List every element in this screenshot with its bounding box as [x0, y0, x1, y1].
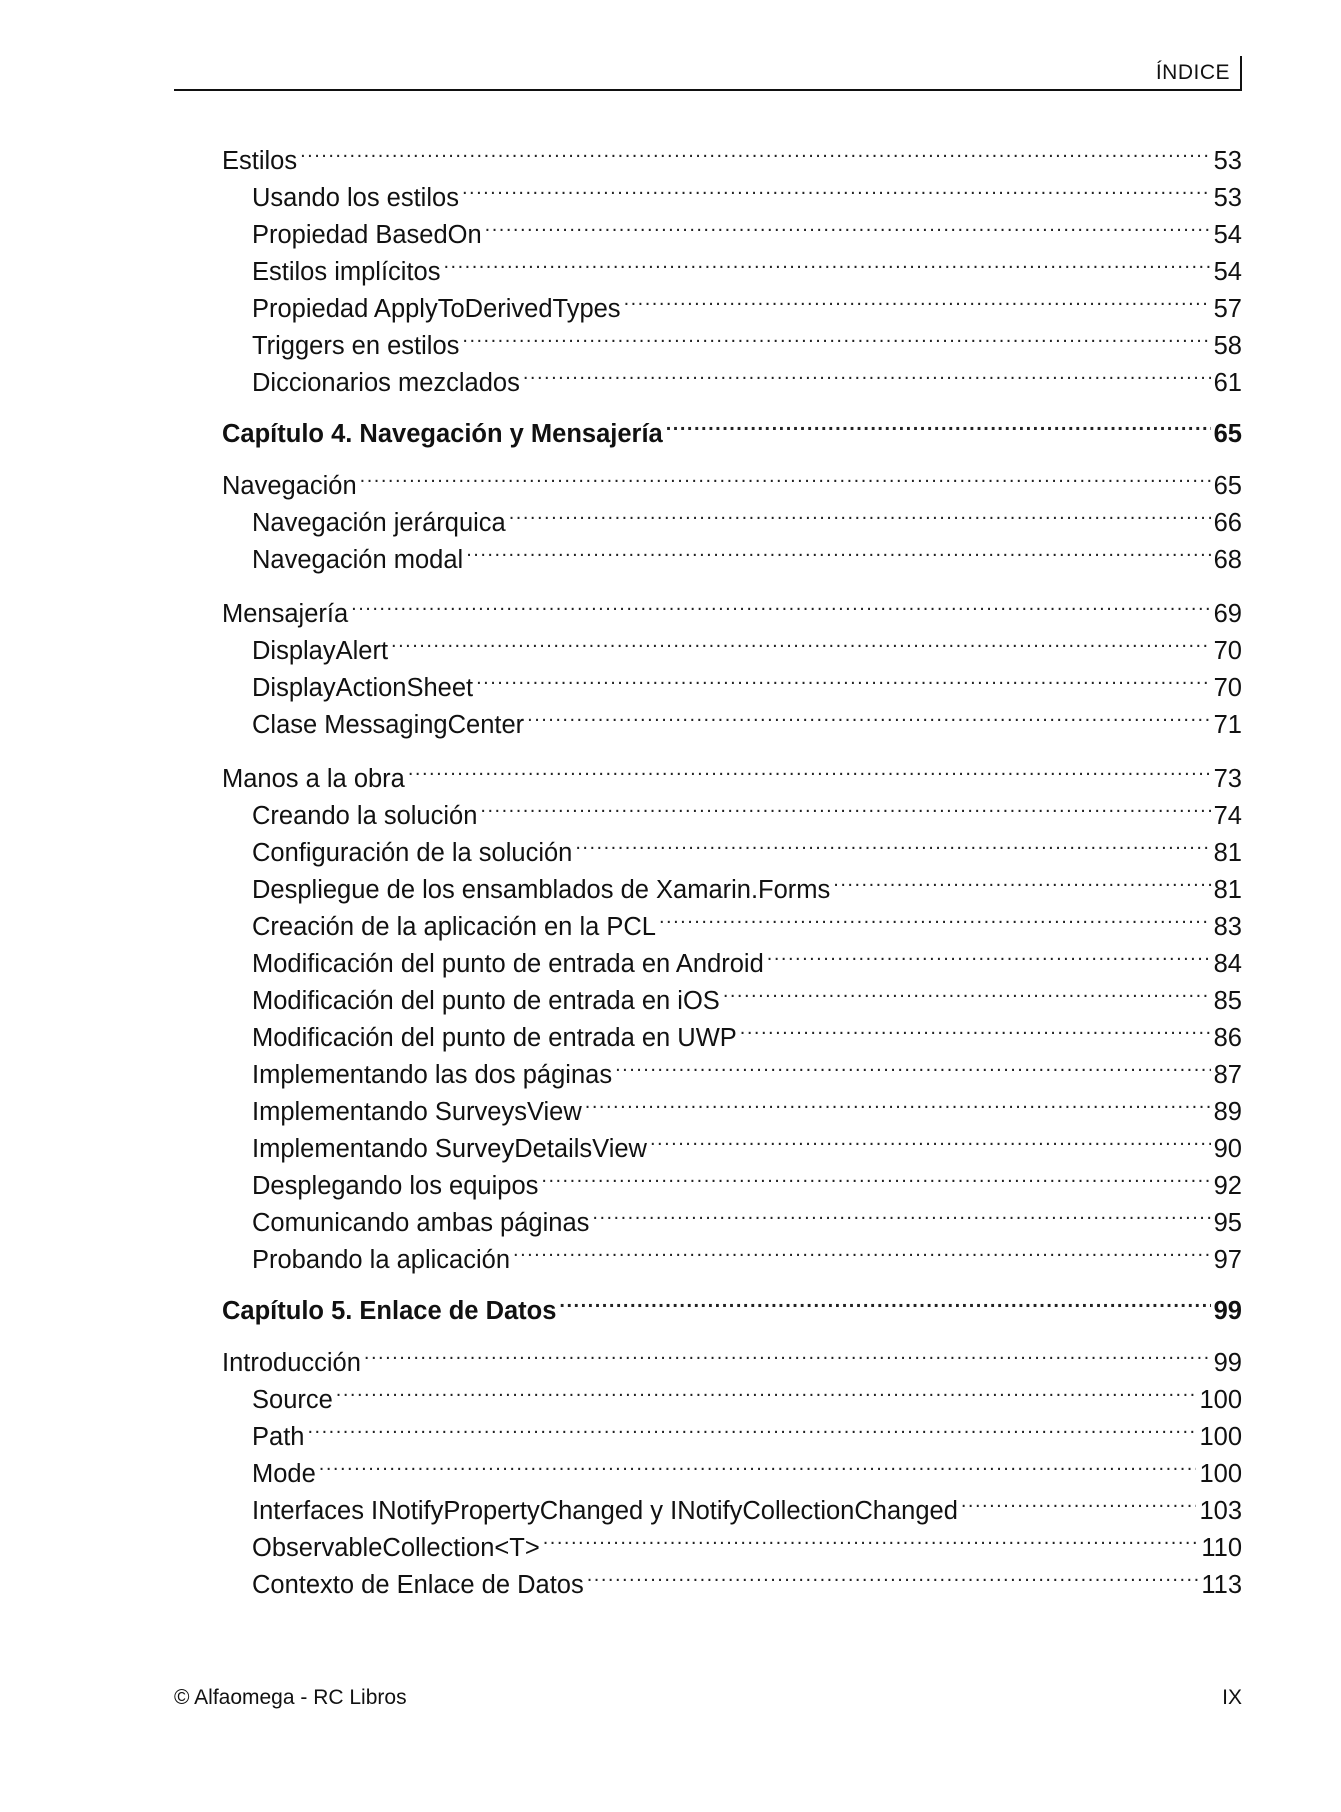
toc-entry-page: 57: [1213, 295, 1242, 323]
dot-leader: [666, 405, 1211, 442]
dot-leader: [575, 824, 1210, 861]
dot-leader: [650, 1120, 1211, 1157]
toc-entry-page: 100: [1199, 1423, 1242, 1451]
dot-leader: [408, 750, 1211, 787]
page-number: IX: [1222, 1686, 1242, 1709]
toc-entry-page: 113: [1201, 1571, 1242, 1599]
toc-entry-page: 53: [1213, 147, 1242, 175]
dot-leader: [587, 1556, 1199, 1593]
toc-entry-page: 103: [1199, 1497, 1242, 1525]
toc-entry-title: Mensajería: [222, 600, 349, 628]
dot-leader: [462, 317, 1210, 354]
toc-entry-title: Navegación: [222, 472, 357, 500]
toc-entry-title: Estilos implícitos: [252, 258, 441, 286]
toc-entry-page: 110: [1201, 1534, 1242, 1562]
toc-entry-page: 66: [1213, 509, 1242, 537]
toc-entry-section[interactable]: [222, 457, 1242, 500]
header-rule-mark: [1240, 56, 1242, 89]
toc-entry-page: 85: [1213, 987, 1242, 1015]
toc-entry-page: 100: [1199, 1460, 1242, 1488]
toc-entry-title: Desplegando los equipos: [252, 1172, 539, 1200]
toc-entry-title: Manos a la obra: [222, 765, 405, 793]
toc-entry-title: Despliegue de los ensamblados de Xamarin.Forms: [252, 876, 831, 904]
dot-leader: [476, 659, 1211, 696]
toc-entry-chapter[interactable]: [222, 1282, 1242, 1325]
dot-leader: [723, 972, 1211, 1009]
dot-leader: [767, 935, 1211, 972]
toc-entry-sub[interactable]: [222, 169, 1242, 212]
dot-leader: [624, 280, 1211, 317]
toc-entry-title: ObservableCollection<T>: [252, 1534, 540, 1562]
toc-entry-title: Path: [252, 1423, 305, 1451]
toc-entry-section[interactable]: [222, 585, 1242, 628]
dot-leader: [559, 1282, 1210, 1319]
toc-entry-title: Usando los estilos: [252, 184, 459, 212]
toc-entry-title: Capítulo 4. Navegación y Mensajería: [222, 420, 663, 448]
toc-entry-title: Propiedad ApplyToDerivedTypes: [252, 295, 621, 323]
toc-entry-page: 65: [1213, 420, 1242, 448]
toc-entry-page: 54: [1213, 221, 1242, 249]
dot-leader: [541, 1157, 1210, 1194]
dot-leader: [615, 1046, 1211, 1083]
toc-entry-title: Diccionarios mezclados: [252, 369, 520, 397]
toc-entry-title: Clase MessagingCenter: [252, 711, 525, 739]
toc-entry-page: 70: [1213, 674, 1242, 702]
toc-entry-title: Modificación del punto de entrada en iOS: [252, 987, 720, 1015]
dot-leader: [391, 622, 1211, 659]
toc-entry-title: Modificación del punto de entrada en UWP: [252, 1024, 737, 1052]
dot-leader: [336, 1371, 1197, 1408]
toc-entry-page: 53: [1213, 184, 1242, 212]
toc-entry-section[interactable]: [222, 1334, 1242, 1377]
page-header: [174, 48, 1242, 91]
dot-leader: [833, 861, 1210, 898]
dot-leader: [319, 1445, 1197, 1482]
toc-entry-title: Implementando SurveysView: [252, 1098, 582, 1126]
toc-entry-page: 73: [1213, 765, 1242, 793]
dot-leader: [961, 1482, 1197, 1519]
toc-entry-page: 58: [1213, 332, 1242, 360]
toc-entry-page: 84: [1213, 950, 1242, 978]
toc-entry-page: 81: [1213, 876, 1242, 904]
toc-entry-title: Comunicando ambas páginas: [252, 1209, 590, 1237]
toc-entry-title: Navegación modal: [252, 546, 464, 574]
toc-entry-title: Mode: [252, 1460, 316, 1488]
toc-entry-page: 54: [1213, 258, 1242, 286]
toc-entry-sub[interactable]: [222, 1408, 1242, 1451]
dot-leader: [480, 787, 1210, 824]
toc-entry-page: 81: [1213, 839, 1242, 867]
toc-entry-page: 90: [1213, 1135, 1242, 1163]
toc-entry-title: Introducción: [222, 1349, 361, 1377]
toc-entry-title: Configuración de la solución: [252, 839, 573, 867]
toc-entry-page: 65: [1213, 472, 1242, 500]
toc-entry-page: 97: [1213, 1246, 1242, 1274]
toc-entry-page: 100: [1199, 1386, 1242, 1414]
toc-entry-sub[interactable]: [222, 1371, 1242, 1414]
dot-leader: [543, 1519, 1199, 1556]
toc-entry-title: Capítulo 5. Enlace de Datos: [222, 1297, 557, 1325]
toc-entry-title: Estilos: [222, 147, 298, 175]
toc-entry-page: 71: [1213, 711, 1242, 739]
copyright-notice: © Alfaomega - RC Libros: [174, 1686, 407, 1709]
toc-entry-title: Creando la solución: [252, 802, 478, 830]
dot-leader: [509, 494, 1211, 531]
dot-leader: [659, 898, 1211, 935]
toc-entry-page: 61: [1213, 369, 1242, 397]
dot-leader: [592, 1194, 1210, 1231]
toc-entry-title: Interfaces INotifyPropertyChanged y INotifyCollectionChanged: [252, 1497, 958, 1525]
toc-entry-title: Modificación del punto de entrada en Android: [252, 950, 764, 978]
toc-entry-page: 92: [1213, 1172, 1242, 1200]
toc-entry-page: 86: [1213, 1024, 1242, 1052]
toc-entry-title: Implementando SurveyDetailsView: [252, 1135, 647, 1163]
toc-entry-section[interactable]: [222, 132, 1242, 175]
toc-entry-section[interactable]: [222, 750, 1242, 793]
toc-entry-sub[interactable]: [222, 1445, 1242, 1488]
toc-entry-title: Implementando las dos páginas: [252, 1061, 613, 1089]
toc-entry-sub[interactable]: [222, 494, 1242, 537]
dot-leader: [740, 1009, 1211, 1046]
dot-leader: [351, 585, 1210, 622]
toc-entry-title: Contexto de Enlace de Datos: [252, 1571, 584, 1599]
toc-entry-title: Navegación jerárquica: [252, 509, 506, 537]
toc-entry-page: 87: [1213, 1061, 1242, 1089]
running-header-title: ÍNDICE: [1155, 61, 1230, 84]
dot-leader: [360, 457, 1211, 494]
toc-entry-page: 83: [1213, 913, 1242, 941]
toc-entry-title: DisplayAlert: [252, 637, 389, 665]
toc-entry-page: 99: [1213, 1349, 1242, 1377]
dot-leader: [300, 132, 1211, 169]
toc-entry-page: 74: [1213, 802, 1242, 830]
dot-leader: [527, 696, 1210, 733]
toc-entry-title: Creación de la aplicación en la PCL: [252, 913, 656, 941]
dot-leader: [513, 1231, 1211, 1268]
toc-entry-sub[interactable]: [222, 1482, 1242, 1525]
dot-leader: [466, 531, 1210, 568]
toc-entry-title: DisplayActionSheet: [252, 674, 474, 702]
toc-entry-page: 68: [1213, 546, 1242, 574]
toc-entry-page: 89: [1213, 1098, 1242, 1126]
dot-leader: [443, 243, 1210, 280]
dot-leader: [523, 354, 1211, 391]
toc-entry-title: Triggers en estilos: [252, 332, 460, 360]
toc-entry-page: 99: [1213, 1297, 1242, 1325]
dot-leader: [364, 1334, 1211, 1371]
toc-entry-page: 70: [1213, 637, 1242, 665]
toc-entry-title: Propiedad BasedOn: [252, 221, 482, 249]
toc-entry-chapter[interactable]: [222, 405, 1242, 448]
toc-entry-page: 95: [1213, 1209, 1242, 1237]
dot-leader: [485, 206, 1211, 243]
dot-leader: [462, 169, 1211, 206]
toc-entry-title: Source: [252, 1386, 333, 1414]
toc-entry-sub[interactable]: [222, 622, 1242, 665]
dot-leader: [307, 1408, 1196, 1445]
toc-entry-page: 69: [1213, 600, 1242, 628]
toc-entry-title: Probando la aplicación: [252, 1246, 511, 1274]
dot-leader: [585, 1083, 1211, 1120]
table-of-contents: [222, 132, 1242, 1599]
